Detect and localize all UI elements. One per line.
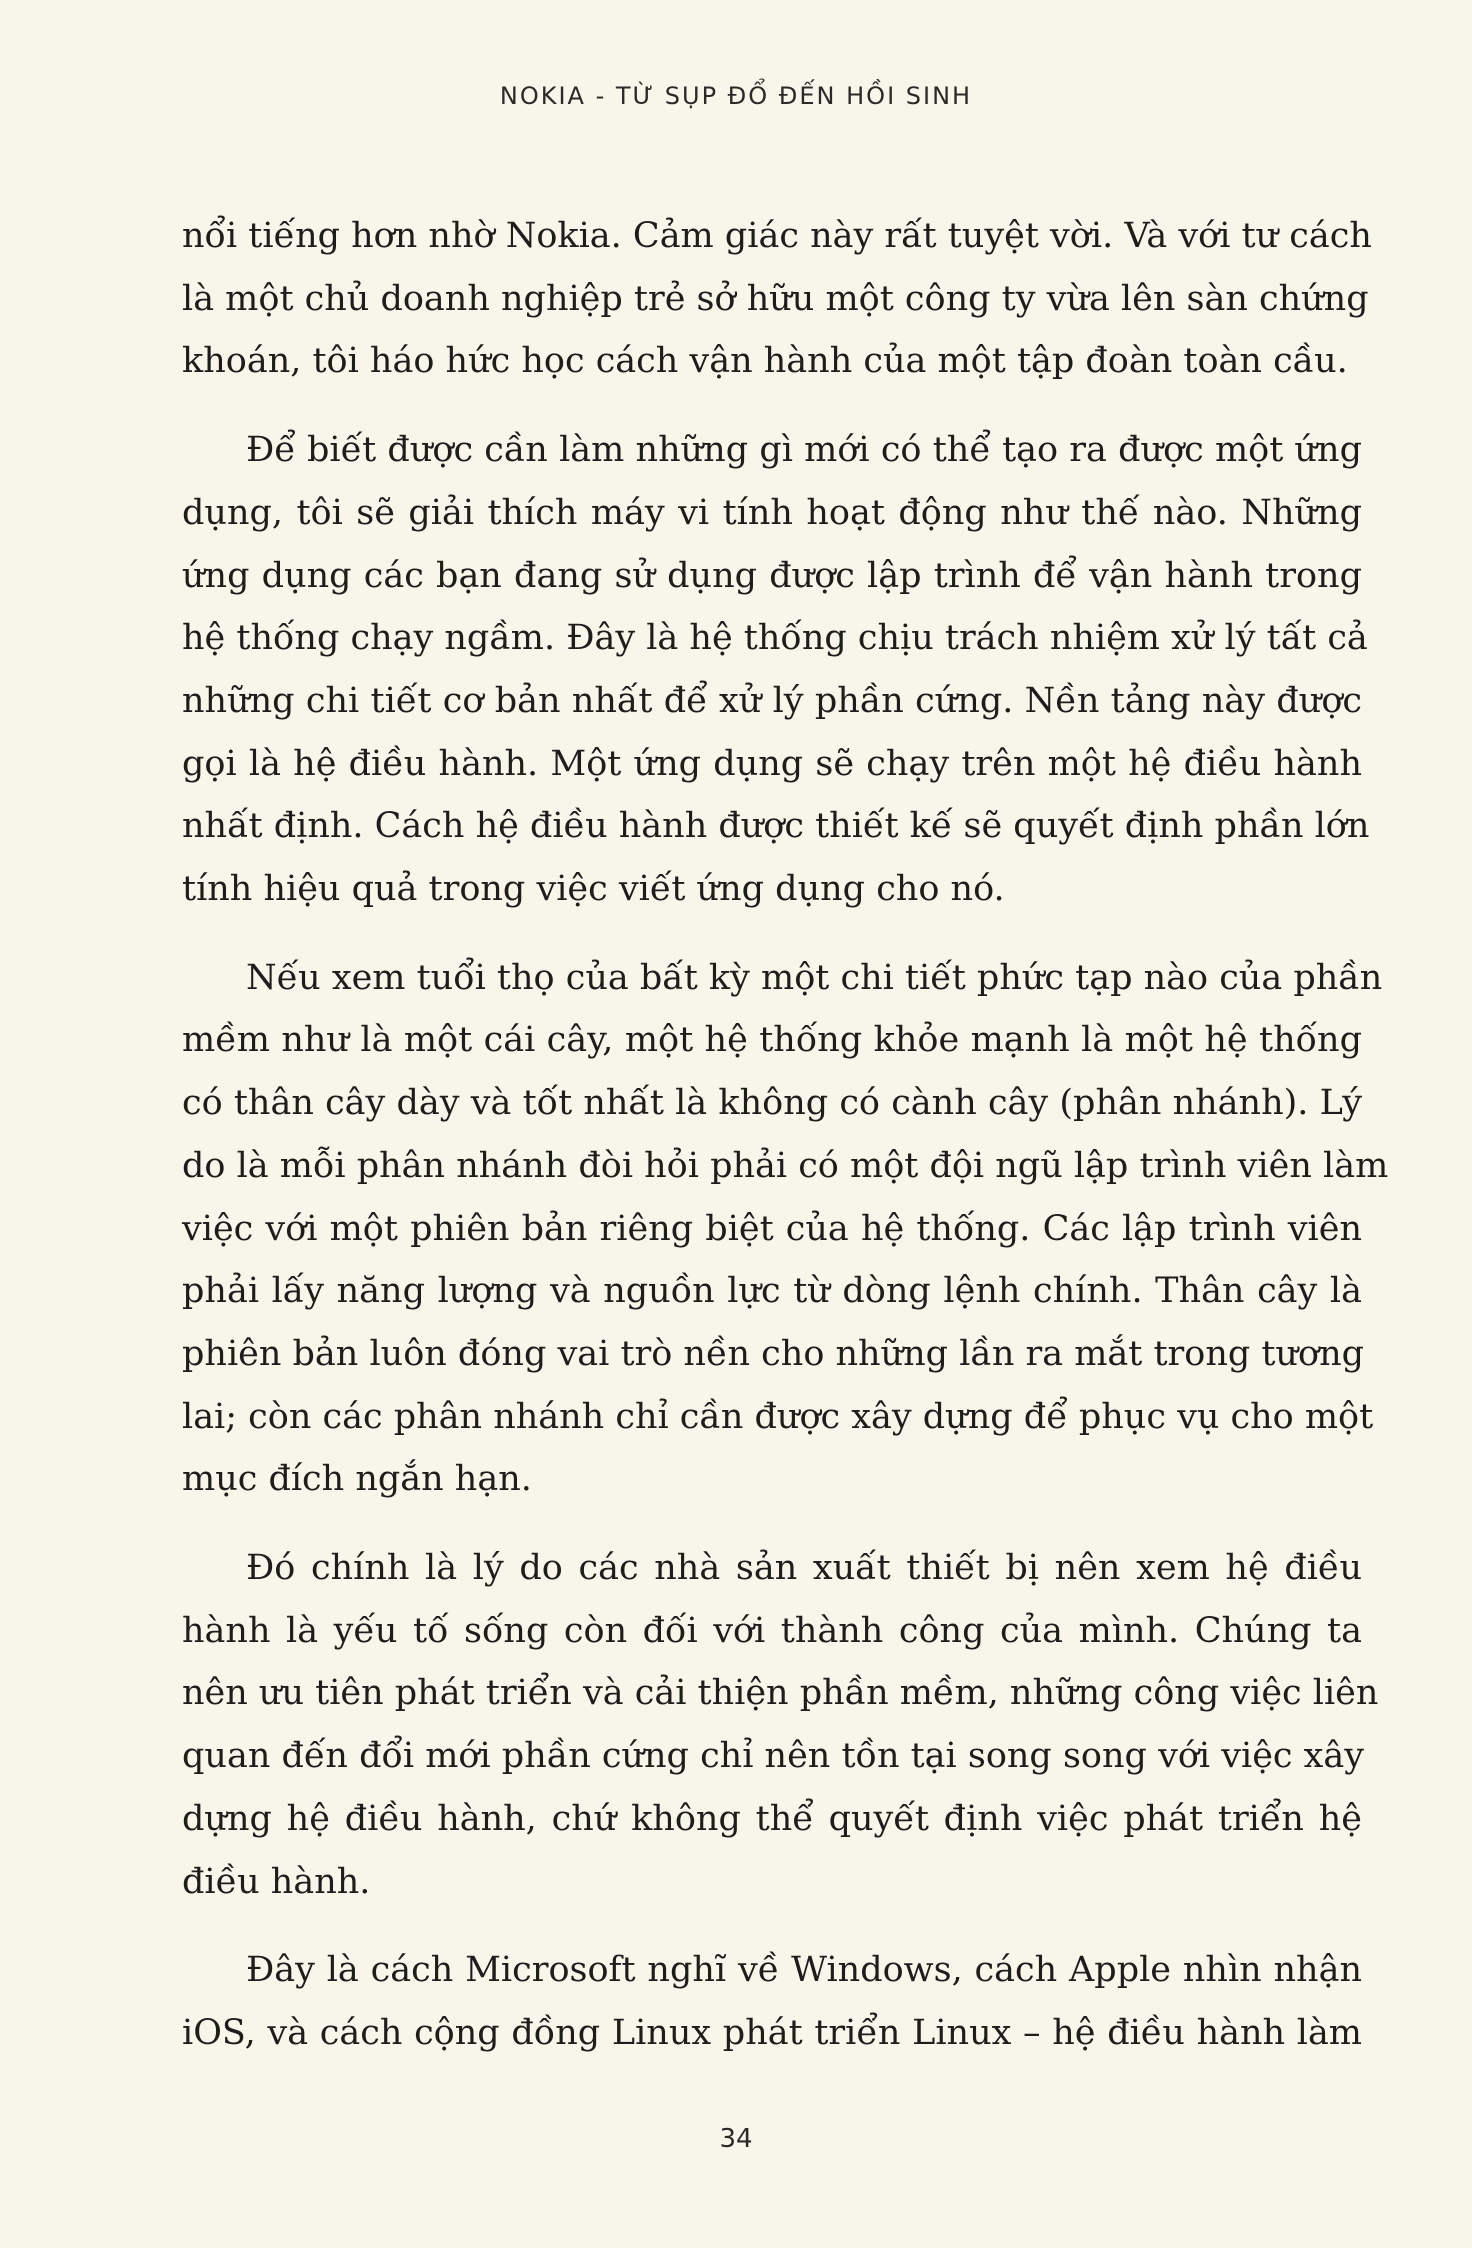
text-line: quan đến đổi mới phần cứng chỉ nên tồn tại song song với việc xây: [182, 1736, 1365, 1777]
text-line: lai; còn các phân nhánh chỉ cần được xây dựng để phục vụ cho một: [182, 1396, 1374, 1437]
text-line: mềm như là một cái cây, một hệ thống khỏe mạnh là một hệ thống: [182, 1020, 1362, 1061]
text-line: nhất định. Cách hệ điều hành được thiết kế sẽ quyết định phần lớn: [182, 806, 1370, 847]
text-line: là một chủ doanh nghiệp trẻ sở hữu một công ty vừa lên sàn chứng: [182, 278, 1369, 319]
paragraph-1: [182, 205, 1372, 393]
text-line: việc với một phiên bản riêng biệt của hệ thống. Các lập trình viên: [182, 1208, 1362, 1249]
running-header: NOKIA - TỪ SỤP ĐỔ ĐẾN HỒI SINH: [499, 82, 973, 110]
text-line: hệ thống chạy ngầm. Đây là hệ thống chịu trách nhiệm xử lý tất cả: [182, 618, 1368, 659]
text-line: hành là yếu tố sống còn đối với thành công của mình. Chúng ta: [182, 1610, 1362, 1651]
paragraph-4: [182, 1537, 1379, 1913]
text-line: khoán, tôi háo hức học cách vận hành của một tập đoàn toàn cầu.: [182, 341, 1348, 382]
paragraph-2: [182, 419, 1370, 921]
text-line: do là mỗi phân nhánh đòi hỏi phải có một đội ngũ lập trình viên làm: [182, 1145, 1389, 1186]
text-line: gọi là hệ điều hành. Một ứng dụng sẽ chạy trên một hệ điều hành: [182, 743, 1362, 784]
text-line: những chi tiết cơ bản nhất để xử lý phần cứng. Nền tảng này được: [182, 680, 1362, 721]
paragraph-5: [182, 1939, 1362, 2064]
text-line: Để biết được cần làm những gì mới có thể tạo ra được một ứng: [246, 430, 1362, 471]
text-line: phải lấy năng lượng và nguồn lực từ dòng lệnh chính. Thân cây là: [182, 1271, 1362, 1312]
text-line: ứng dụng các bạn đang sử dụng được lập trình để vận hành trong: [182, 555, 1362, 596]
page-number: 34: [719, 2124, 753, 2154]
text-line: tính hiệu quả trong việc viết ứng dụng cho nó.: [182, 869, 1005, 910]
text-line: dựng hệ điều hành, chứ không thể quyết định việc phát triển hệ: [182, 1798, 1362, 1839]
text-line: có thân cây dày và tốt nhất là không có cành cây (phân nhánh). Lý: [182, 1083, 1362, 1124]
text-line: điều hành.: [182, 1861, 371, 1902]
text-line: nên ưu tiên phát triển và cải thiện phần mềm, những công việc liên: [182, 1673, 1379, 1714]
text-line: mục đích ngắn hạn.: [182, 1459, 532, 1500]
text-line: Nếu xem tuổi thọ của bất kỳ một chi tiết phức tạp nào của phần: [246, 957, 1383, 998]
text-line: Đây là cách Microsoft nghĩ về Windows, cách Apple nhìn nhận: [246, 1950, 1362, 1991]
text-line: Đó chính là lý do các nhà sản xuất thiết bị nên xem hệ điều: [246, 1548, 1362, 1589]
text-line: dụng, tôi sẽ giải thích máy vi tính hoạt động như thế nào. Những: [182, 492, 1362, 533]
text-line: nổi tiếng hơn nhờ Nokia. Cảm giác này rất tuyệt vời. Và với tư cách: [182, 216, 1372, 256]
paragraph-3: [182, 947, 1389, 1511]
body-text: [182, 205, 1389, 2091]
text-line: iOS, và cách cộng đồng Linux phát triển Linux – hệ điều hành làm: [182, 2012, 1362, 2053]
text-line: phiên bản luôn đóng vai trò nền cho những lần ra mắt trong tương: [182, 1333, 1365, 1374]
